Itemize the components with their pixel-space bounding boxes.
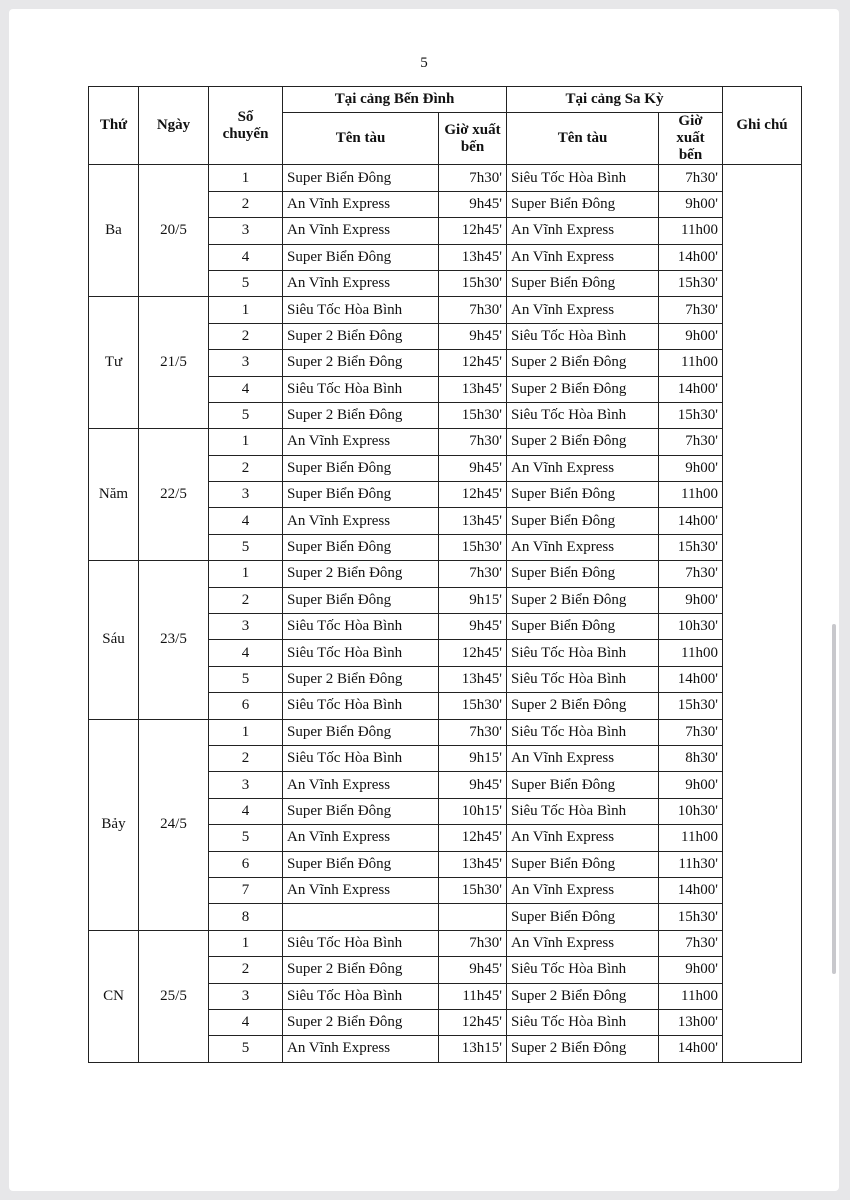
header-sa-ky: Tại cảng Sa Kỳ xyxy=(507,87,723,113)
sa-ky-time-cell: 14h00' xyxy=(659,666,723,692)
trip-number-cell: 3 xyxy=(209,350,283,376)
sa-ky-time-cell: 10h30' xyxy=(659,798,723,824)
trip-number-cell: 1 xyxy=(209,165,283,191)
sa-ky-ship-cell: Siêu Tốc Hòa Bình xyxy=(507,640,659,666)
ben-dinh-ship-cell: Siêu Tốc Hòa Bình xyxy=(283,745,439,771)
table-row xyxy=(89,165,802,191)
ben-dinh-time-cell: 9h45' xyxy=(439,191,507,217)
header-ben-dinh-ten-tau: Tên tàu xyxy=(283,113,439,165)
ben-dinh-time-cell: 15h30' xyxy=(439,534,507,560)
ben-dinh-time-cell: 11h45' xyxy=(439,983,507,1009)
trip-number-cell: 4 xyxy=(209,798,283,824)
ben-dinh-time-cell: 12h45' xyxy=(439,350,507,376)
sa-ky-time-cell: 9h00' xyxy=(659,957,723,983)
sa-ky-ship-cell: Siêu Tốc Hòa Bình xyxy=(507,1009,659,1035)
scrollbar-thumb[interactable] xyxy=(832,624,836,974)
header-ghi-chu: Ghi chú xyxy=(723,87,802,165)
header-ben-dinh-gio-xuat-ben: Giờ xuất bến xyxy=(439,113,507,165)
ben-dinh-ship-cell: Super 2 Biển Đông xyxy=(283,957,439,983)
ben-dinh-time-cell: 12h45' xyxy=(439,825,507,851)
sa-ky-time-cell: 11h00 xyxy=(659,640,723,666)
trip-number-cell: 5 xyxy=(209,666,283,692)
header-thu: Thứ xyxy=(89,87,139,165)
ben-dinh-ship-cell: Siêu Tốc Hòa Bình xyxy=(283,693,439,719)
sa-ky-time-cell: 9h00' xyxy=(659,191,723,217)
sa-ky-ship-cell: An Vĩnh Express xyxy=(507,534,659,560)
ben-dinh-ship-cell: Super 2 Biển Đông xyxy=(283,1009,439,1035)
sa-ky-ship-cell: Super Biển Đông xyxy=(507,614,659,640)
trip-number-cell: 5 xyxy=(209,1036,283,1062)
ben-dinh-ship-cell: Super Biển Đông xyxy=(283,455,439,481)
trip-number-cell: 1 xyxy=(209,719,283,745)
sa-ky-ship-cell: Siêu Tốc Hòa Bình xyxy=(507,719,659,745)
sa-ky-time-cell: 14h00' xyxy=(659,376,723,402)
sa-ky-ship-cell: Super Biển Đông xyxy=(507,508,659,534)
sa-ky-ship-cell: Siêu Tốc Hòa Bình xyxy=(507,402,659,428)
ben-dinh-ship-cell: Siêu Tốc Hòa Bình xyxy=(283,983,439,1009)
ben-dinh-time-cell: 9h15' xyxy=(439,745,507,771)
table-row xyxy=(89,561,802,587)
page-number: 5 xyxy=(420,55,428,71)
sa-ky-time-cell: 15h30' xyxy=(659,402,723,428)
trip-number-cell: 6 xyxy=(209,851,283,877)
ben-dinh-ship-cell: Super Biển Đông xyxy=(283,165,439,191)
ben-dinh-time-cell xyxy=(439,904,507,930)
sa-ky-time-cell: 8h30' xyxy=(659,745,723,771)
sa-ky-ship-cell: An Vĩnh Express xyxy=(507,825,659,851)
sa-ky-time-cell: 11h00 xyxy=(659,983,723,1009)
ben-dinh-ship-cell: Super Biển Đông xyxy=(283,534,439,560)
ben-dinh-time-cell: 7h30' xyxy=(439,297,507,323)
ben-dinh-time-cell: 12h45' xyxy=(439,640,507,666)
trip-number-cell: 3 xyxy=(209,482,283,508)
ferry-schedule-table xyxy=(88,86,802,1063)
ben-dinh-ship-cell: An Vĩnh Express xyxy=(283,218,439,244)
ben-dinh-time-cell: 9h45' xyxy=(439,772,507,798)
ben-dinh-time-cell: 13h15' xyxy=(439,1036,507,1062)
sa-ky-ship-cell: Super Biển Đông xyxy=(507,191,659,217)
sa-ky-time-cell: 7h30' xyxy=(659,719,723,745)
sa-ky-time-cell: 10h30' xyxy=(659,614,723,640)
sa-ky-time-cell: 9h00' xyxy=(659,587,723,613)
trip-number-cell: 4 xyxy=(209,640,283,666)
sa-ky-time-cell: 9h00' xyxy=(659,772,723,798)
sa-ky-time-cell: 7h30' xyxy=(659,165,723,191)
ben-dinh-ship-cell: Super Biển Đông xyxy=(283,244,439,270)
ben-dinh-time-cell: 7h30' xyxy=(439,429,507,455)
trip-number-cell: 1 xyxy=(209,429,283,455)
sa-ky-ship-cell: An Vĩnh Express xyxy=(507,297,659,323)
ben-dinh-ship-cell: Super Biển Đông xyxy=(283,719,439,745)
sa-ky-ship-cell: Super 2 Biển Đông xyxy=(507,983,659,1009)
table-body xyxy=(89,165,802,1062)
ben-dinh-time-cell: 13h45' xyxy=(439,376,507,402)
sa-ky-ship-cell: Super 2 Biển Đông xyxy=(507,1036,659,1062)
ben-dinh-time-cell: 9h45' xyxy=(439,614,507,640)
ben-dinh-ship-cell: An Vĩnh Express xyxy=(283,877,439,903)
trip-number-cell: 3 xyxy=(209,614,283,640)
trip-number-cell: 5 xyxy=(209,534,283,560)
sa-ky-ship-cell: Super Biển Đông xyxy=(507,904,659,930)
sa-ky-time-cell: 9h00' xyxy=(659,323,723,349)
day-of-week-cell: Bảy xyxy=(89,719,139,930)
ben-dinh-ship-cell: An Vĩnh Express xyxy=(283,508,439,534)
sa-ky-time-cell: 7h30' xyxy=(659,297,723,323)
ben-dinh-ship-cell: An Vĩnh Express xyxy=(283,429,439,455)
date-cell: 20/5 xyxy=(139,165,209,297)
sa-ky-ship-cell: Super Biển Đông xyxy=(507,482,659,508)
ben-dinh-time-cell: 7h30' xyxy=(439,930,507,956)
sa-ky-ship-cell: An Vĩnh Express xyxy=(507,930,659,956)
sa-ky-time-cell: 14h00' xyxy=(659,1036,723,1062)
day-of-week-cell: CN xyxy=(89,930,139,1062)
ben-dinh-time-cell: 12h45' xyxy=(439,1009,507,1035)
date-cell: 22/5 xyxy=(139,429,209,561)
ben-dinh-ship-cell: Super Biển Đông xyxy=(283,587,439,613)
day-of-week-cell: Ba xyxy=(89,165,139,297)
ben-dinh-ship-cell: Super 2 Biển Đông xyxy=(283,323,439,349)
ben-dinh-time-cell: 9h45' xyxy=(439,957,507,983)
sa-ky-time-cell: 15h30' xyxy=(659,270,723,296)
trip-number-cell: 2 xyxy=(209,191,283,217)
sa-ky-time-cell: 14h00' xyxy=(659,244,723,270)
ben-dinh-ship-cell: An Vĩnh Express xyxy=(283,191,439,217)
ben-dinh-ship-cell: Super 2 Biển Đông xyxy=(283,561,439,587)
sa-ky-time-cell: 7h30' xyxy=(659,429,723,455)
trip-number-cell: 2 xyxy=(209,323,283,349)
trip-number-cell: 2 xyxy=(209,587,283,613)
trip-number-cell: 1 xyxy=(209,297,283,323)
ben-dinh-ship-cell: Super Biển Đông xyxy=(283,798,439,824)
sa-ky-ship-cell: Super Biển Đông xyxy=(507,561,659,587)
sa-ky-time-cell: 7h30' xyxy=(659,930,723,956)
ben-dinh-time-cell: 12h45' xyxy=(439,218,507,244)
table-row xyxy=(89,297,802,323)
trip-number-cell: 3 xyxy=(209,772,283,798)
day-of-week-cell: Tư xyxy=(89,297,139,429)
ben-dinh-ship-cell: Super Biển Đông xyxy=(283,482,439,508)
ben-dinh-time-cell: 15h30' xyxy=(439,877,507,903)
notes-cell xyxy=(723,165,802,1062)
trip-number-cell: 1 xyxy=(209,930,283,956)
ben-dinh-ship-cell: An Vĩnh Express xyxy=(283,825,439,851)
sa-ky-time-cell: 11h30' xyxy=(659,851,723,877)
ben-dinh-time-cell: 13h45' xyxy=(439,851,507,877)
sa-ky-ship-cell: An Vĩnh Express xyxy=(507,877,659,903)
trip-number-cell: 5 xyxy=(209,825,283,851)
sa-ky-ship-cell: An Vĩnh Express xyxy=(507,455,659,481)
date-cell: 24/5 xyxy=(139,719,209,930)
ben-dinh-time-cell: 13h45' xyxy=(439,666,507,692)
ben-dinh-time-cell: 7h30' xyxy=(439,561,507,587)
sa-ky-time-cell: 15h30' xyxy=(659,904,723,930)
ben-dinh-ship-cell: Super Biển Đông xyxy=(283,851,439,877)
trip-number-cell: 3 xyxy=(209,218,283,244)
ben-dinh-ship-cell: Super 2 Biển Đông xyxy=(283,666,439,692)
sa-ky-ship-cell: Super Biển Đông xyxy=(507,772,659,798)
sa-ky-ship-cell: Siêu Tốc Hòa Bình xyxy=(507,165,659,191)
ben-dinh-ship-cell: Siêu Tốc Hòa Bình xyxy=(283,297,439,323)
trip-number-cell: 4 xyxy=(209,376,283,402)
sa-ky-time-cell: 15h30' xyxy=(659,693,723,719)
date-cell: 23/5 xyxy=(139,561,209,719)
ben-dinh-ship-cell: Siêu Tốc Hòa Bình xyxy=(283,930,439,956)
sa-ky-time-cell: 15h30' xyxy=(659,534,723,560)
trip-number-cell: 6 xyxy=(209,693,283,719)
sa-ky-time-cell: 11h00 xyxy=(659,482,723,508)
sa-ky-ship-cell: Siêu Tốc Hòa Bình xyxy=(507,323,659,349)
trip-number-cell: 5 xyxy=(209,270,283,296)
sa-ky-ship-cell: An Vĩnh Express xyxy=(507,244,659,270)
trip-number-cell: 3 xyxy=(209,983,283,1009)
sa-ky-ship-cell: Super Biển Đông xyxy=(507,851,659,877)
ben-dinh-ship-cell: An Vĩnh Express xyxy=(283,270,439,296)
date-cell: 21/5 xyxy=(139,297,209,429)
trip-number-cell: 2 xyxy=(209,455,283,481)
trip-number-cell: 2 xyxy=(209,957,283,983)
document-page xyxy=(9,9,839,1191)
trip-number-cell: 1 xyxy=(209,561,283,587)
sa-ky-time-cell: 11h00 xyxy=(659,218,723,244)
sa-ky-ship-cell: An Vĩnh Express xyxy=(507,745,659,771)
ben-dinh-ship-cell: Super 2 Biển Đông xyxy=(283,402,439,428)
ben-dinh-ship-cell xyxy=(283,904,439,930)
ben-dinh-time-cell: 15h30' xyxy=(439,270,507,296)
header-sa-ky-ten-tau: Tên tàu xyxy=(507,113,659,165)
ben-dinh-ship-cell: Siêu Tốc Hòa Bình xyxy=(283,640,439,666)
header-ben-dinh: Tại cảng Bến Đình xyxy=(283,87,507,113)
sa-ky-ship-cell: Super Biển Đông xyxy=(507,270,659,296)
sa-ky-time-cell: 7h30' xyxy=(659,561,723,587)
ben-dinh-time-cell: 10h15' xyxy=(439,798,507,824)
ben-dinh-time-cell: 12h45' xyxy=(439,482,507,508)
sa-ky-ship-cell: Super 2 Biển Đông xyxy=(507,376,659,402)
sa-ky-time-cell: 14h00' xyxy=(659,877,723,903)
table-row xyxy=(89,930,802,956)
trip-number-cell: 2 xyxy=(209,745,283,771)
sa-ky-ship-cell: Siêu Tốc Hòa Bình xyxy=(507,957,659,983)
ben-dinh-time-cell: 9h15' xyxy=(439,587,507,613)
ben-dinh-ship-cell: Siêu Tốc Hòa Bình xyxy=(283,376,439,402)
header-so-chuyen: Số chuyến xyxy=(209,87,283,165)
sa-ky-ship-cell: Super 2 Biển Đông xyxy=(507,350,659,376)
sa-ky-time-cell: 14h00' xyxy=(659,508,723,534)
date-cell: 25/5 xyxy=(139,930,209,1062)
ben-dinh-ship-cell: An Vĩnh Express xyxy=(283,772,439,798)
sa-ky-time-cell: 13h00' xyxy=(659,1009,723,1035)
sa-ky-time-cell: 9h00' xyxy=(659,455,723,481)
ben-dinh-time-cell: 13h45' xyxy=(439,508,507,534)
ben-dinh-time-cell: 7h30' xyxy=(439,165,507,191)
ben-dinh-ship-cell: An Vĩnh Express xyxy=(283,1036,439,1062)
sa-ky-ship-cell: Super 2 Biển Đông xyxy=(507,429,659,455)
trip-number-cell: 7 xyxy=(209,877,283,903)
trip-number-cell: 4 xyxy=(209,508,283,534)
day-of-week-cell: Năm xyxy=(89,429,139,561)
ben-dinh-ship-cell: Siêu Tốc Hòa Bình xyxy=(283,614,439,640)
ben-dinh-time-cell: 7h30' xyxy=(439,719,507,745)
ben-dinh-time-cell: 15h30' xyxy=(439,693,507,719)
table-row xyxy=(89,719,802,745)
trip-number-cell: 8 xyxy=(209,904,283,930)
day-of-week-cell: Sáu xyxy=(89,561,139,719)
table-header xyxy=(89,87,802,165)
sa-ky-ship-cell: Siêu Tốc Hòa Bình xyxy=(507,798,659,824)
sa-ky-time-cell: 11h00 xyxy=(659,825,723,851)
sa-ky-time-cell: 11h00 xyxy=(659,350,723,376)
ben-dinh-time-cell: 13h45' xyxy=(439,244,507,270)
sa-ky-ship-cell: An Vĩnh Express xyxy=(507,218,659,244)
sa-ky-ship-cell: Super 2 Biển Đông xyxy=(507,587,659,613)
ben-dinh-time-cell: 15h30' xyxy=(439,402,507,428)
sa-ky-ship-cell: Super 2 Biển Đông xyxy=(507,693,659,719)
sa-ky-ship-cell: Siêu Tốc Hòa Bình xyxy=(507,666,659,692)
trip-number-cell: 5 xyxy=(209,402,283,428)
table-row xyxy=(89,429,802,455)
ben-dinh-time-cell: 9h45' xyxy=(439,323,507,349)
trip-number-cell: 4 xyxy=(209,244,283,270)
ben-dinh-time-cell: 9h45' xyxy=(439,455,507,481)
trip-number-cell: 4 xyxy=(209,1009,283,1035)
ben-dinh-ship-cell: Super 2 Biển Đông xyxy=(283,350,439,376)
header-sa-ky-gio-xuat-ben: Giờ xuất bến xyxy=(659,113,723,165)
header-ngay: Ngày xyxy=(139,87,209,165)
